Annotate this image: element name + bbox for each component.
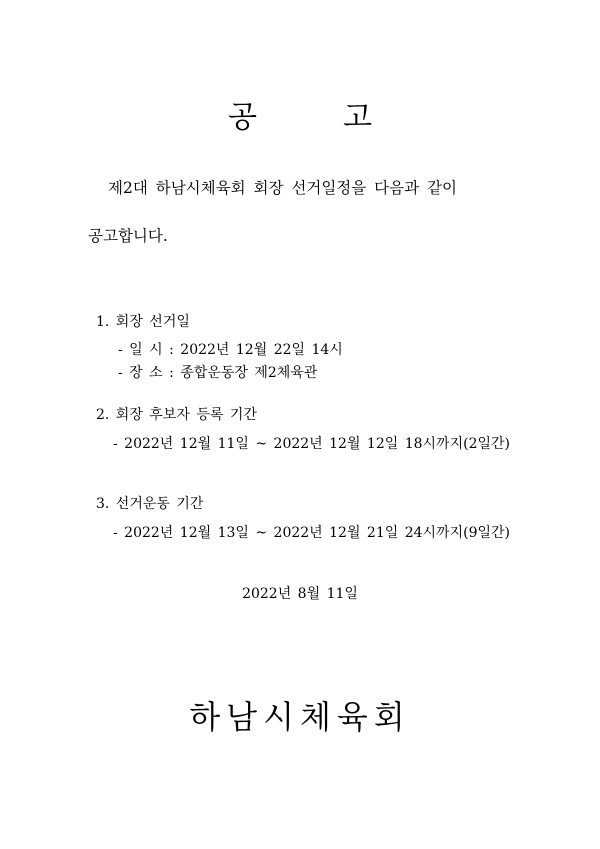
section-1-heading: 1. 회장 선거일 bbox=[96, 314, 190, 330]
title-char-2: 고 bbox=[343, 100, 372, 135]
notice-date: 2022년 8월 11일 bbox=[242, 586, 358, 602]
section-2-period: - 2022년 12월 11일 ~ 2022년 12월 12일 18시까지(2일간) bbox=[113, 436, 510, 452]
organization-name: 하남시체육회 bbox=[189, 698, 411, 736]
section-3-heading: 3. 선거운동 기간 bbox=[96, 496, 204, 512]
section-3-period: - 2022년 12월 13일 ~ 2022년 12월 21일 24시까지(9일간) bbox=[113, 525, 510, 541]
title-char-1: 공 bbox=[228, 100, 257, 135]
intro-line-2: 공고합니다. bbox=[88, 227, 168, 245]
section-2-heading: 2. 회장 후보자 등록 기간 bbox=[96, 407, 257, 423]
section-1-place: - 장 소 : 종합운동장 제2체육관 bbox=[118, 365, 318, 381]
section-1-time: - 일 시 : 2022년 12월 22일 14시 bbox=[118, 342, 343, 358]
intro-line-1: 제2대 하남시체육회 회장 선거일정을 다음과 같이 bbox=[108, 179, 457, 197]
